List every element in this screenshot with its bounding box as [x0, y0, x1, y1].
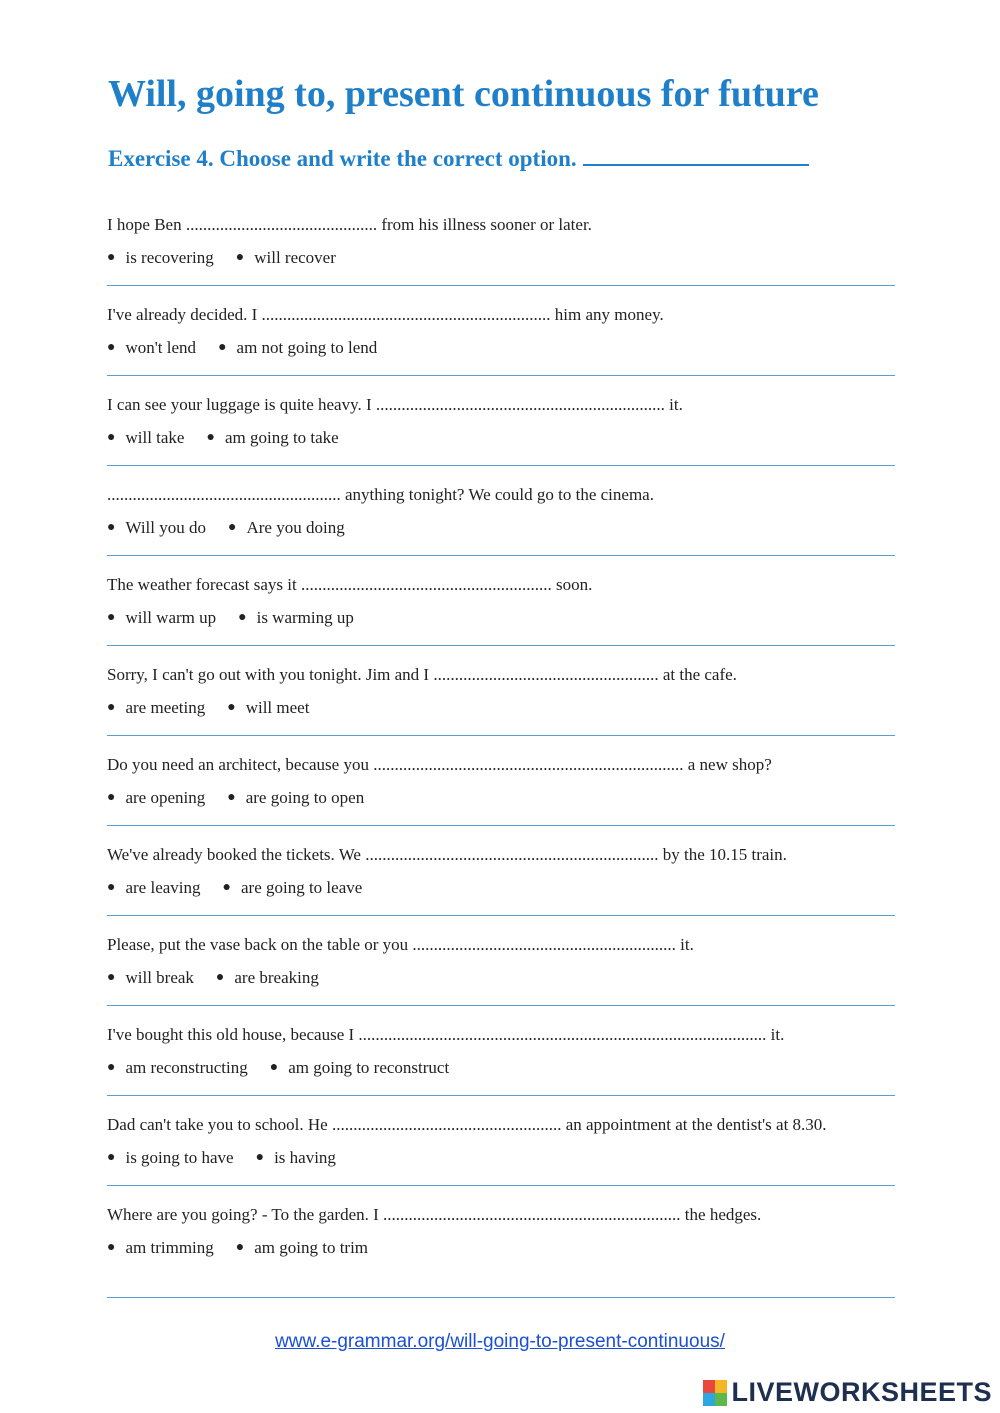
answer-option-label: will meet [245, 698, 310, 717]
option-list [107, 1148, 336, 1168]
question-text: Sorry, I can't go out with you tonight. Jim and I ..................................................... at the cafe. [107, 665, 737, 684]
logo-square-blue [703, 1393, 715, 1406]
answer-option[interactable] [227, 788, 364, 808]
answer-option[interactable] [107, 1238, 214, 1258]
answer-option-label: is having [274, 1148, 336, 1167]
bullet-icon: ● [107, 1240, 116, 1255]
question-item [107, 286, 895, 376]
answer-option-label: am not going to lend [236, 338, 378, 357]
question-item [107, 826, 895, 916]
question-item [107, 646, 895, 736]
bullet-icon: ● [235, 250, 245, 265]
bullet-icon: ● [107, 1150, 116, 1165]
answer-option-label: is warming up [256, 608, 354, 627]
answer-option[interactable] [227, 698, 309, 718]
answer-option[interactable] [107, 788, 205, 808]
question-item [107, 196, 895, 286]
bullet-icon: ● [107, 610, 116, 625]
exercise-instruction: Exercise 4. Choose and write the correct option. [108, 146, 577, 171]
bullet-icon: ● [107, 430, 116, 445]
option-list [107, 338, 377, 358]
answer-option-label: am trimming [125, 1238, 214, 1257]
answer-option[interactable] [107, 1148, 234, 1168]
question-text: I've already decided. I .................................................................... him any money. [107, 305, 664, 324]
question-text: Do you need an architect, because you ......................................................................... a new shop? [107, 755, 772, 774]
answer-option[interactable] [236, 1238, 368, 1258]
question-item [107, 556, 895, 646]
answer-option-label: are leaving [125, 878, 201, 897]
question-text: I've bought this old house, because I ................................................................................................ it. [107, 1025, 785, 1044]
answer-option[interactable] [206, 428, 338, 448]
bullet-icon: ● [227, 700, 236, 715]
question-text: The weather forecast says it ........................................................... soon. [107, 575, 593, 594]
answer-option-label: am going to take [224, 428, 339, 447]
question-item [107, 916, 895, 1006]
answer-option-label: will break [125, 968, 194, 987]
bullet-icon: ● [206, 430, 215, 445]
answer-option[interactable] [107, 428, 184, 448]
bullet-icon: ● [255, 1150, 265, 1165]
bullet-icon: ● [107, 250, 116, 265]
option-list [107, 698, 309, 718]
option-list [107, 248, 336, 268]
answer-option-label: is going to have [125, 1148, 234, 1167]
bullet-icon: ● [107, 790, 116, 805]
option-list [107, 788, 364, 808]
question-text: I hope Ben ............................................. from his illness sooner or later. [107, 215, 592, 234]
bullet-icon: ● [235, 1240, 245, 1255]
question-item [107, 1096, 895, 1186]
bullet-icon: ● [238, 610, 247, 625]
answer-option-label: Will you do [125, 518, 207, 537]
answer-name-line[interactable] [583, 142, 809, 166]
logo-square-green [715, 1393, 727, 1406]
bullet-icon: ● [107, 520, 116, 535]
question-text: Dad can't take you to school. He ...................................................... an appointment at the dentist's at 8.30. [107, 1115, 827, 1134]
answer-option[interactable] [107, 698, 205, 718]
option-list [107, 608, 354, 628]
answer-option-label: are going to leave [240, 878, 363, 897]
question-item [107, 736, 895, 826]
answer-option[interactable] [107, 878, 201, 898]
bullet-icon: ● [218, 340, 227, 355]
bullet-icon: ● [227, 790, 236, 805]
option-list [107, 1058, 449, 1078]
answer-option[interactable] [270, 1058, 449, 1078]
liveworksheets-logo-icon [703, 1380, 727, 1406]
option-list [107, 968, 319, 988]
question-item [107, 466, 895, 556]
liveworksheets-brand [703, 1377, 992, 1408]
bullet-icon: ● [107, 1060, 116, 1075]
answer-option-label: are opening [125, 788, 206, 807]
question-text: We've already booked the tickets. We ..................................................................... by the 10.15 train. [107, 845, 787, 864]
bullet-icon: ● [222, 880, 231, 895]
question-item [107, 376, 895, 466]
logo-square-yellow [715, 1380, 727, 1393]
answer-option[interactable] [107, 608, 216, 628]
option-list [107, 518, 345, 538]
answer-option[interactable] [223, 878, 363, 898]
bullet-icon: ● [107, 700, 116, 715]
answer-option[interactable] [107, 968, 194, 988]
question-text: I can see your luggage is quite heavy. I .................................................................... it. [107, 395, 683, 414]
answer-option-label: are breaking [234, 968, 319, 987]
answer-option[interactable] [107, 248, 214, 268]
answer-option-label: is recovering [125, 248, 214, 267]
answer-option-label: am going to trim [254, 1238, 369, 1257]
answer-option-label: are going to open [245, 788, 365, 807]
bullet-icon: ● [107, 340, 116, 355]
answer-option[interactable] [228, 518, 345, 538]
answer-option[interactable] [216, 968, 319, 988]
logo-square-red [703, 1380, 715, 1393]
question-item [107, 1186, 895, 1298]
answer-option[interactable] [107, 1058, 248, 1078]
question-text: ....................................................... anything tonight? We could go to the cinema. [107, 485, 654, 504]
answer-option-label: will take [125, 428, 185, 447]
bullet-icon: ● [107, 880, 116, 895]
answer-option-label: are meeting [125, 698, 206, 717]
answer-option[interactable] [107, 338, 196, 358]
answer-option[interactable] [256, 1148, 336, 1168]
answer-option[interactable] [238, 608, 354, 628]
answer-option-label: will recover [254, 248, 336, 267]
answer-option[interactable] [236, 248, 336, 268]
option-list [107, 428, 339, 448]
answer-option[interactable] [218, 338, 377, 358]
answer-option-label: will warm up [125, 608, 217, 627]
question-text: Please, put the vase back on the table or you .............................................................. it. [107, 935, 694, 954]
page-title: Will, going to, present continuous for future [108, 73, 819, 115]
answer-option-label: won't lend [125, 338, 197, 357]
option-list [107, 1238, 368, 1258]
answer-option-label: Are you doing [246, 518, 345, 537]
exercise-heading [108, 142, 809, 172]
question-text: Where are you going? - To the garden. I ...................................................................... the hedges. [107, 1205, 762, 1224]
question-list [107, 196, 895, 1298]
question-item [107, 1006, 895, 1096]
source-link[interactable]: www.e-grammar.org/will-going-to-present-continuous/ [275, 1331, 725, 1352]
answer-option-label: am reconstructing [125, 1058, 248, 1077]
bullet-icon: ● [228, 520, 237, 535]
answer-option-label: am going to reconstruct [288, 1058, 450, 1077]
bullet-icon: ● [269, 1060, 279, 1075]
bullet-icon: ● [215, 970, 225, 985]
answer-option[interactable] [107, 518, 206, 538]
brand-name: LIVEWORKSHEETS [731, 1377, 992, 1407]
bullet-icon: ● [107, 970, 116, 985]
option-list [107, 878, 362, 898]
